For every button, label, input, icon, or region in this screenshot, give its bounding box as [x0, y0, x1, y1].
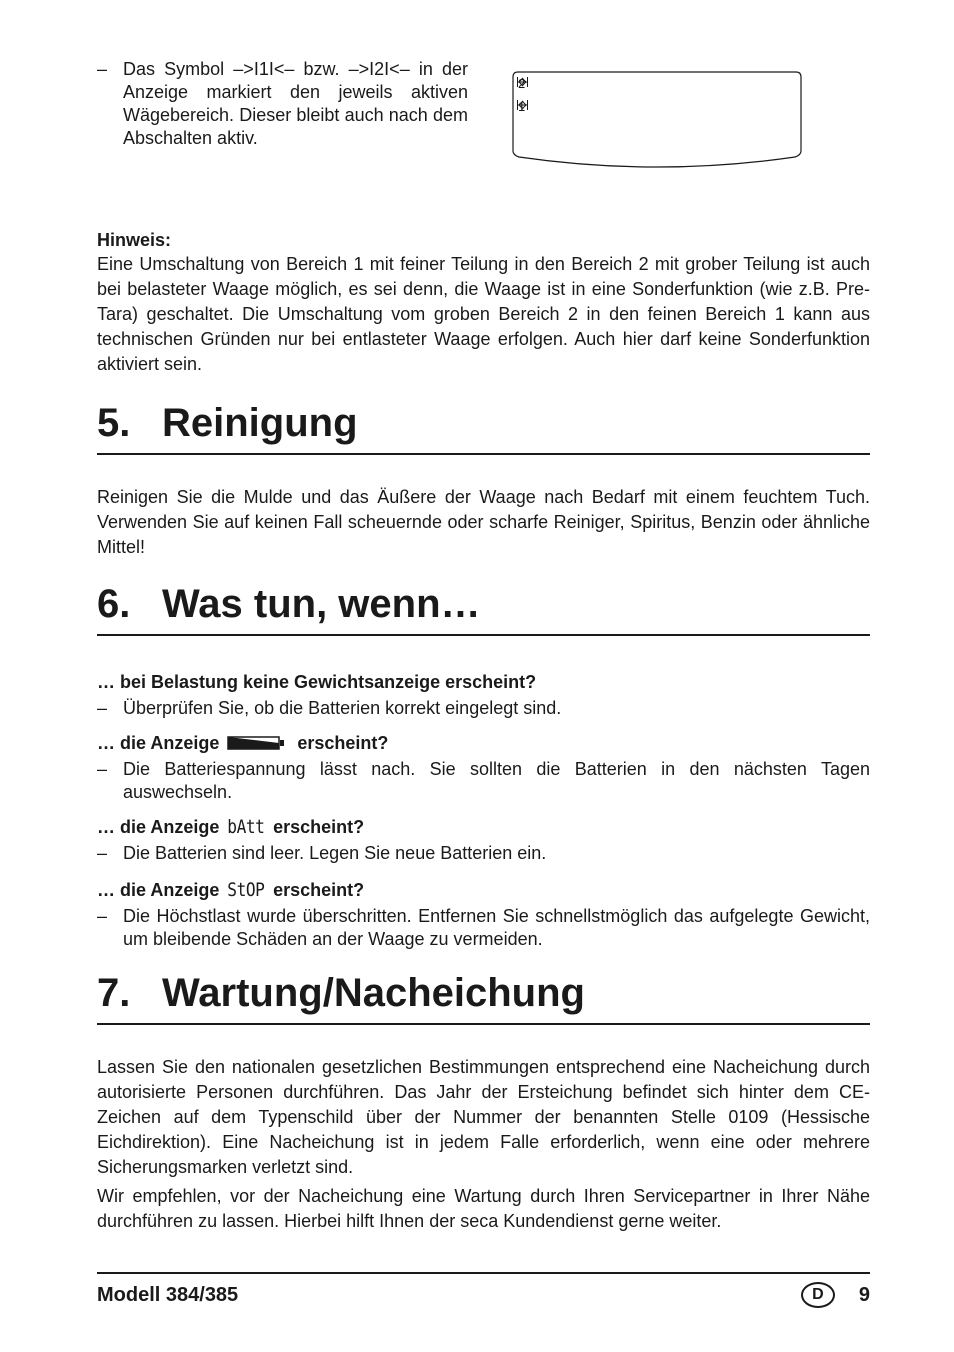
range-indicator-1 [517, 100, 526, 114]
faq-4-answer-row [97, 905, 870, 951]
section-7-title: Wartung/Nacheichung [162, 971, 585, 1015]
page-number: 9 [858, 1283, 870, 1306]
section-6-number: 6. [97, 582, 131, 626]
section-5-title: Reinigung [162, 401, 358, 445]
section-5-text: Reinigen Sie die Mulde und das Äußere der Waage nach Bedarf mit einem feuchtem Tuch. Verwenden Sie auf keinen Fall scheuernde oder scharfe Reiniger, Spiritus, Benzin oder ähnliche Mittel! [97, 487, 870, 557]
lcd-batt-readout: bAtt [227, 816, 265, 838]
scale-display-illustration [512, 71, 802, 171]
range-symbol-text: Das Symbol –>I1I<– bzw. –>I2I<– in der Anzeige markiert den jeweils aktiven Wägebereich. Dieser bleibt auch nach dem Abschalten aktiv. [123, 59, 468, 148]
range-indicator-2 [517, 77, 526, 91]
bullet-dash: – [97, 59, 108, 79]
page-footer [97, 1272, 870, 1308]
faq-item-1 [97, 670, 870, 720]
bullet-dash: – [97, 906, 108, 926]
faq-1-question: … bei Belastung keine Gewichtsanzeige erscheint? [97, 672, 537, 692]
section-6-title: Was tun, wenn… [162, 582, 481, 626]
faq-4-answer: Die Höchstlast wurde überschritten. Entfernen Sie schnellstmöglich das aufgelegte Gewicht, um bleibende Schäden an der Waage zu vermeiden. [123, 906, 870, 949]
section-7-text-1: Lassen Sie den nationalen gesetzlichen Bestimmungen entsprechend eine Nacheichung durch autorisierte Personen durchführen. Das Jahr der Ersteichung befindet sich hinter dem CE-Zeichen auf dem Typenschild über der Nummer der benannten Stelle 0109 (Hessische Eichdirektion). Eine Nacheichung ist in jedem Falle erforderlich, wenn eine oder mehrere Sicherungsmarken verletzt sind. [97, 1057, 870, 1177]
note-title: Hinweis: [97, 230, 172, 250]
faq-2-question-end: erscheint? [297, 733, 389, 753]
range-1-label: 1 [518, 99, 526, 114]
bullet-dash: – [97, 843, 108, 863]
note-text: Eine Umschaltung von Bereich 1 mit feiner Teilung in den Bereich 2 mit grober Teilung ist auch bei belasteter Waage möglich, es sei denn, die Waage ist in eine Sonderfunktion (wie z.B. Pre-Tara) geschaltet. Die Umschaltung vom groben Bereich 2 in den feinen Bereich 1 kann aus technischen Gründen nur bei entlasteter Waage erfolgen. Auch hier darf keine Sonderfunktion aktiviert sein. [97, 254, 870, 374]
range-2-label: 2 [518, 76, 526, 91]
faq-3-question [97, 815, 870, 839]
faq-4-question [97, 878, 870, 902]
model-name: Modell 384/385 [97, 1283, 239, 1306]
faq-3-answer: Die Batterien sind leer. Legen Sie neue Batterien ein. [123, 843, 547, 863]
faq-4-question-end: erscheint? [273, 880, 365, 900]
battery-low-icon [227, 736, 285, 750]
section-5-heading [97, 399, 870, 455]
range-symbol-bullet [97, 58, 468, 150]
section-5-number: 5. [97, 401, 131, 445]
faq-2-answer: Die Batteriespannung lässt nach. Sie sollten die Batterien in den nächsten Tagen auswechseln. [123, 759, 870, 802]
section-7-heading [97, 969, 870, 1025]
range-symbol-intro [97, 58, 870, 178]
section-6-heading [97, 580, 870, 636]
faq-4-question-start: … die Anzeige [97, 880, 220, 900]
faq-3-answer-row [97, 842, 870, 865]
bullet-dash: – [97, 759, 108, 779]
faq-3-question-end: erscheint? [273, 817, 365, 837]
faq-2-answer-row [97, 758, 870, 804]
faq-1-answer: Überprüfen Sie, ob die Batterien korrekt eingelegt sind. [123, 698, 562, 718]
section-7-text-2: Wir empfehlen, vor der Nacheichung eine Wartung durch Ihren Servicepartner in Ihrer Nähe durchführen zu lassen. Hierbei hilft Ihnen der seca Kundendienst gerne weiter. [97, 1186, 870, 1231]
faq-1-answer-row [97, 697, 870, 720]
faq-2-question-start: … die Anzeige [97, 733, 220, 753]
arrow-left-icon [517, 100, 528, 110]
arrow-left-icon [517, 77, 528, 87]
faq-3-question-start: … die Anzeige [97, 817, 220, 837]
footer-right [801, 1282, 870, 1308]
section-7-number: 7. [97, 971, 131, 1015]
language-badge: D [801, 1282, 835, 1308]
display-outline [512, 71, 802, 171]
faq-item-4 [97, 878, 870, 951]
faq-item-3 [97, 815, 870, 865]
manual-page [97, 58, 870, 1234]
bullet-dash: – [97, 698, 108, 718]
faq-item-2 [97, 731, 870, 804]
faq-2-question [97, 731, 870, 755]
lcd-stop-readout: StOP [227, 879, 265, 901]
